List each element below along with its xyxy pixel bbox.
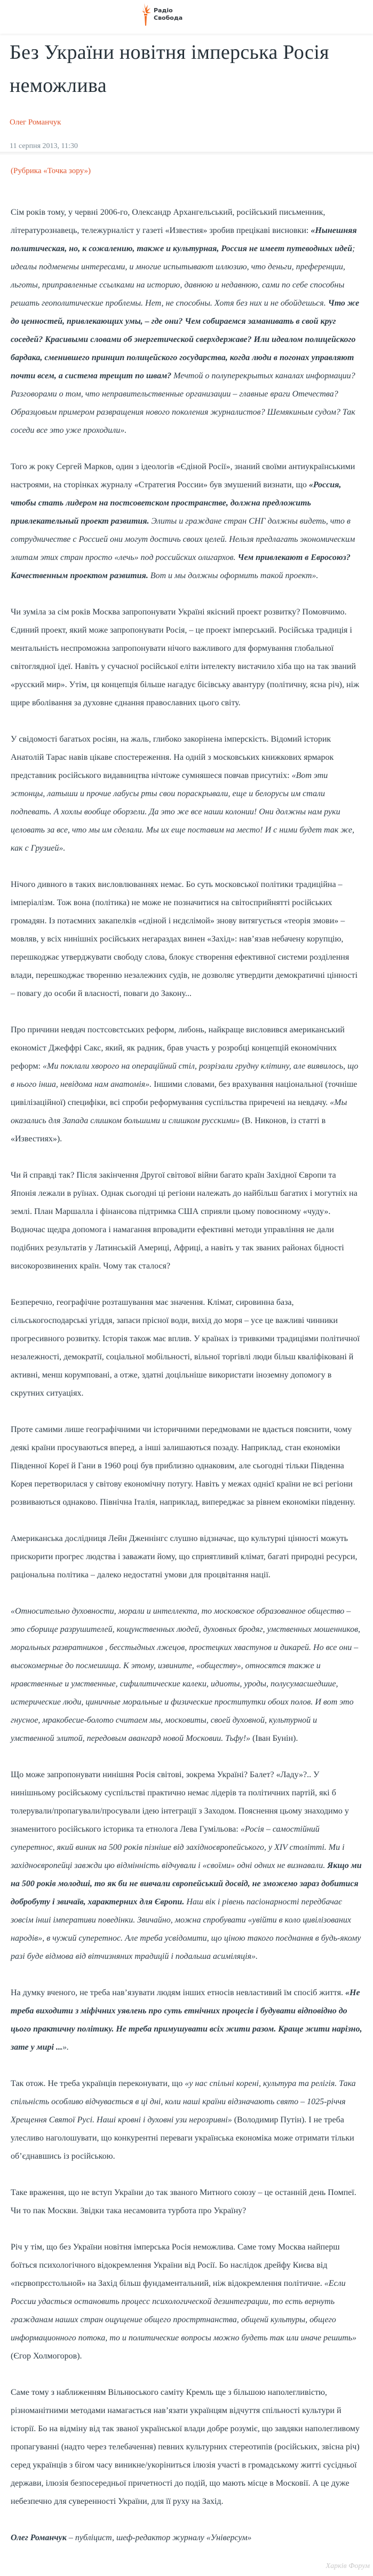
emphasized-quote: «Нынешняя политическая, но, к сожалению, также и культурная, Россия не имеет путеводных идей bbox=[11, 226, 357, 253]
paragraph-text: (В. Никонов, із статті в «Известиях»). bbox=[11, 1116, 326, 1143]
article-paragraph bbox=[11, 730, 362, 858]
rubric-link[interactable]: (Рубрика «Точка зору») bbox=[11, 167, 91, 175]
emphasized-quote: Якщо ми на 500 років молодші, то як би не вивчали європейський досвід, не зможемо зараз добитися добробуту і звичаїв, характерних для Європи. bbox=[11, 1861, 362, 1906]
article-paragraph bbox=[11, 1530, 362, 1584]
article-paragraph bbox=[11, 1166, 362, 1275]
paragraph-text: У свідомості багатьох росіян, на жаль, глибоко закорінена імперскість. Відомий історик Анатолій Тарас навів цікаве спостереження. На одній з московських книжкових ярмарок представник російського видавництва нічтоже сумняшеся повчав присутніх: bbox=[11, 735, 334, 780]
quote-text: Элиты и граждане стран СНГ должны видеть, что в сотрудничестве с Россией они могут достичь своих целей. Нельзя предлагать экономическим элитам этих стран просто «лечь» под российских олигархов. bbox=[11, 517, 355, 562]
logo-line-1: Радіо bbox=[154, 7, 173, 14]
paragraph-text: На думку вченого, не треба нав’язувати людям інших етносів невластивий їм спосіб життя. bbox=[11, 1988, 346, 1997]
article-paragraph bbox=[11, 2238, 362, 2365]
article-paragraph bbox=[11, 2384, 362, 2511]
article-title: Без України новітня імперська Росія неможлива bbox=[10, 41, 329, 97]
quote-text: «Ми поклали хворого на операційний стіл, розрізали грудну клітину, але виявилось, що в нього інша, невідома нам анатомія». bbox=[11, 1062, 359, 1089]
paragraph-text: (Єгор Холмогоров). bbox=[11, 2352, 82, 2361]
quote-text: «Росія – самостійний суперетнос, який виник на 500 років пізніше від західноєвропейського, у XIV столітті. Ми і західноєвропейці завжди цю відмінність відчували і «своїми» одні одних не визнавали. bbox=[11, 1825, 345, 1870]
article-paragraph bbox=[11, 2184, 362, 2220]
paragraph-text: (Володимир Путін). І не треба улесливо наголошувати, що конкурентні переваги українська економіка може отримати тільки об’єднавшись із російською. bbox=[11, 2115, 354, 2161]
emphasized-quote: «Россия, чтобы стать лидером на постсоветском пространстве, должна предложить привлекательный проект развития. bbox=[11, 480, 342, 526]
quote-text: Мечтой о полуперекрытых каналах информации? Разговорами о том, что неправительственные организации – главные враги Отечества? Образцовым примером развращения нового поколения журналистов? Шемякиным судом? Так соседи все это уже проходили». bbox=[11, 371, 355, 435]
paragraph-text: Так отож. Не треба українців переконувати, що bbox=[11, 2079, 185, 2088]
paragraph-text: Безперечно, географічне розташування має значення. Клімат, сировинна база, сільськогосподарські угіддя, запаси прісної води, вихід до моря – усе це важливі чинники прогресивного розвитку. Історія також має вплив. У країнах із тривкими традиціями політичної незалежності, демократії, соціальної мобільності, вільної торгівлі люди більш кваліфіковані й активні, менш корумповані, а отже, здатні доцільніше використати іноземну допомогу в скрутних ситуаціях. bbox=[11, 1298, 360, 1398]
article-header bbox=[0, 34, 373, 152]
article-paragraph bbox=[11, 1602, 362, 1748]
emphasized-quote: Что же до ценностей, привлекающих умы, – где они? Чем собираемся заманивать в свой круг соседей? Красивыми словами об энергетической сверхдержаве? Или идеалом полицейского бардака, сменившего принцип полицейского государства, когда люди в погонах управляют почти всем, а система трещит по швам? bbox=[11, 299, 360, 380]
paragraph-text: Саме тому з наближенням Вільнюського саміту Кремль ще з більшою наполегливістю, різноманітними методами намагається нав’язати українцям відчуття спільності культури й історії. Бо на відміну від так званої української влади добре розуміє, що завдяки наполегливому пропагуванні (надто через телебачення) певних культурних стереотипів (російських, звісна річ) серед українців з бігом часу виникне/укоріниться ілюзія участі в громадському житті сусідньої держави, ілюзія безпосередньої причетності до подій, що мають місце в Московії. А це дуже небезпечно для суверенності України, для її руху на Захід. bbox=[11, 2388, 360, 2506]
paragraph-text: Чи й справді так? Після закінчення Другої світової війни багато країн Західної Європи та Японія лежали в руїнах. Однак сьогодні ці регіони належать до найбільш багатих і могутніх на землі. План Маршалла і фінансова підтримка США сприяли цьому повоєнному «чуду». Водночас щедра допомога і намагання впровадити ефективні методи управління не дали подібних результатів у Латинській Америці, Африці, а навіть у так званих районах бідності високорозвинених країн. Чому так сталося? bbox=[11, 1171, 358, 1271]
torch-icon bbox=[140, 2, 152, 27]
article-paragraph bbox=[11, 458, 362, 585]
article-paragraph bbox=[11, 876, 362, 1003]
quote-text: «Относительно духовности, морали и интеллекта, то московское образованное общество – это сборище разрушителей, кощунственных людей, духовных бродяг, умственных мошенников, моральных развратников , бесстыдных лжецов, простецких хвастунов и дикарей. Но все они – высокомерные до посмешища. К этому, извините, «обществу», относятся также и нравственные и умственные, сифилитические калеки, идиоты, уроды, полусумасшедшие, истерические люди, циничные моральные и физические проститутки обоих полов. И вот это гнусное, мракобесие-болото считаем мы, московиты, своей духовной, культурной и умственной элитой, передовым авангард новой Московии. Тьфу!» bbox=[11, 1607, 361, 1743]
watermark: Харків Форум bbox=[326, 2562, 370, 2570]
paragraph-text: Річ у тім, що без України новітня імперська Росія неможлива. Саме тому Москва найперш боїться психологічного відокремлення України від Росії. Бо наслідок дрейфу Києва від «пєрвопрєстольной» на Захід більш фундаментальний, ніж відокремлення політичне. bbox=[11, 2243, 340, 2288]
article-paragraph bbox=[11, 1766, 362, 1966]
article-paragraph bbox=[11, 2075, 362, 2166]
paragraph-text: Сім років тому, у червні 2006-го, Олександр Архангельський, російський письменник, літературознавець, тележурналіст у газеті «Известия» зробив прецікаві висновки: bbox=[11, 208, 326, 235]
emphasized-quote: Чем привлекают в Евросоюз? Качественным проектом развития. bbox=[11, 553, 351, 580]
radio-svoboda-logo[interactable] bbox=[140, 2, 182, 27]
article-paragraph bbox=[11, 603, 362, 712]
article-paragraph bbox=[11, 2529, 362, 2547]
article-body bbox=[0, 155, 373, 2576]
author-link[interactable]: Олег Романчук bbox=[10, 118, 61, 127]
paragraph-text: Про причини невдач постсовєтських реформ, либонь, найкраще висловився американський економіст Джеффрі Сакс, який, як радник, брав участь у розробці концепцій економічних реформ: bbox=[11, 1025, 345, 1071]
logo-line-2: Свобода bbox=[154, 14, 183, 21]
article-paragraph bbox=[11, 204, 362, 440]
paragraph-text: (Іван Бунін). bbox=[250, 1734, 298, 1743]
article-paragraph bbox=[11, 1421, 362, 1512]
quote-text: ». bbox=[62, 2043, 69, 2052]
site-header bbox=[0, 0, 373, 34]
quote-text: «Если России удасться остановить процесс психологической дезинтеграции, то есть вернуть гражданам наших стран ощущение общего простртнанства, общенй культуры, общего информационного потока, то и политические вопросы можно будеть так или иначе решить» bbox=[11, 2279, 357, 2342]
paragraphs bbox=[11, 204, 362, 2547]
quote-text: «Мы оказались для Запада слишком большими и слишком русскими» bbox=[11, 1098, 347, 1125]
quote-text: – публіцист, шеф-редактор журналу «Універсум» bbox=[66, 2533, 252, 2542]
article-paragraph bbox=[11, 1294, 362, 1403]
quote-text: Вот и мы должны оформить такой проект». bbox=[148, 571, 319, 580]
publish-date: 11 серпня 2013, 11:30 bbox=[10, 142, 78, 150]
emphasized-quote: Олег Романчук bbox=[11, 2533, 67, 2542]
emphasized-quote: «Не треба виходити з міфічних уявлень про суть етнічних процесів і будувати відповідно до цього практичну політику. Не треба примушувати всіх жити разом. Краще жити нарізно, зате у мирі ... bbox=[11, 1988, 362, 2052]
paragraph-text: Американська дослідниця Лейн Дженнінгс слушно відзначає, що культурні цінності можуть прискорити прогрес людства і заважати йому, що сприятливий клімат, багаті природні ресурси, раціональна політика – далеко недостатні умови для процвітання нації. bbox=[11, 1534, 358, 1579]
paragraph-text: Чи зуміла за сім років Москва запропонувати Україні якісний проект розвитку? Помовчимо. Єдиний проект, який може запропонувати Росія, – це проект імперський. Російська традиція і ментальність неспроможна запропонувати нічого важливого для формування глобальної світоглядної ідеї. Навіть у сучасної російської еліти інтелекту вистачило хіба що на так званий «русский мир». Утім, ця концепція більше нагадує бісівську авантуру (політичну, ясна річ), ніж щире вболівання за духовне єднання православних цього світу. bbox=[11, 608, 360, 707]
quote-text: «у нас спільні корені, культура та релігія. Така спільність особливо відчувається в ці дні, коли наші країни відзначають свято – 1025-річчя Хрещення Святої Русі. Наші кровні і духовні узи нерозривні» bbox=[11, 2079, 356, 2124]
quote-text: ; идеалы подменены интересами, и многие испытывают иллюзию, что деньги, преференции, льготы, приправленные ссылками на историю, давнюю и недавнюю, сами по себе способны решать геополитические проблемы. Нет, не способны. Хотя без них и не обойдешься. bbox=[11, 244, 355, 308]
paragraph-text: Іншими словами, без врахування національної (точніше цивілізаційної) специфіки, всі спроби реформування суспільства приречені на невдачу. bbox=[11, 1080, 358, 1107]
logo-text bbox=[154, 7, 182, 22]
article-paragraph bbox=[11, 1021, 362, 1148]
paragraph-text: Нічого дивного в таких висловлюваннях немає. Бо суть московської політики традиційна – імперіалізм. Тож вона (політика) не може не позначитися на світосприйнятті російських громадян. Із потаємних закапелків «єдіной і нєдєлімой» знову витягується «теорія змови» – мовляв, у всіх нинішніх російських негараздах винен «Захід»: нав’язав небачену корупцію, перешкоджає утверджувати свободу слова, блокує створення ефективної системи розділення влади, перешкоджає творенню незалежних судів, не дозволяє утвердити демократичні цінності – повагу до особи й власності, поваги до Закону... bbox=[11, 880, 358, 998]
article-paragraph bbox=[11, 1984, 362, 2057]
paragraph-text: Проте самими лише географічними чи історичними передмовами не вдається пояснити, чому деякі країни просуваються вперед, а інші залишаються позаду. Наприклад, стан економіки Південної Кореї й Гани в 1960 році був приблизно однаковим, але сьогодні тільки Південна Корея перетворилася у світову економічну потугу. Навіть у межах однієї країни не всі регіони розвиваються однаково. Північна Італія, наприклад, випереджає за рівнем економіки південну. bbox=[11, 1425, 355, 1507]
quote-text: Наш вік і рівень пасіонарності передбачає зовсім інші імперативи поведінки. Звичайно, можна спробувати «увійти в коло цивілізованих народів», в чужий суперетнос. Але треба усвідомити, що ціною такого поєднання в будь-якому разі буде відмова від вітчизняних традицій і подальша асиміляція». bbox=[11, 1897, 361, 1961]
quote-text: «Вот эти эстонцы, латыши и прочие лабусы рты свои пораскрывали, еще и белорусы им стали подпевать. А хохлы вообще оборзели. Да это же все наши колонии! Они должны нам руки целовать за все, что мы им сделали. Мы их еще поставим на место! И с ними будет так же, как с Грузией». bbox=[11, 771, 355, 853]
paragraph-text: Того ж року Сергей Марков, один з ідеологів «Єдіной Росії», знаний своїми антиукраїнськими настроями, на сторінках журналу «Стратегия России» був змушений визнати, що bbox=[11, 462, 355, 489]
paragraph-text: Таке враження, що не вступ України до так званого Митного союзу – це останній день Помпеї. Чи то пак Москви. Звідки така несамовита турбота про Україну? bbox=[11, 2188, 356, 2215]
paragraph-text: Що може запропонувати нинішня Росія світові, зокрема Україні? Балет? «Ладу»?.. У нинішньому російському суспільстві практично немає лідерів та політичних партій, які б толерували/пропагували/просували ідею інтеграції з Заходом. Пояснення цьому знаходимо у знаменитого російського історика та етнолога Лева Гумільова: bbox=[11, 1770, 349, 1834]
